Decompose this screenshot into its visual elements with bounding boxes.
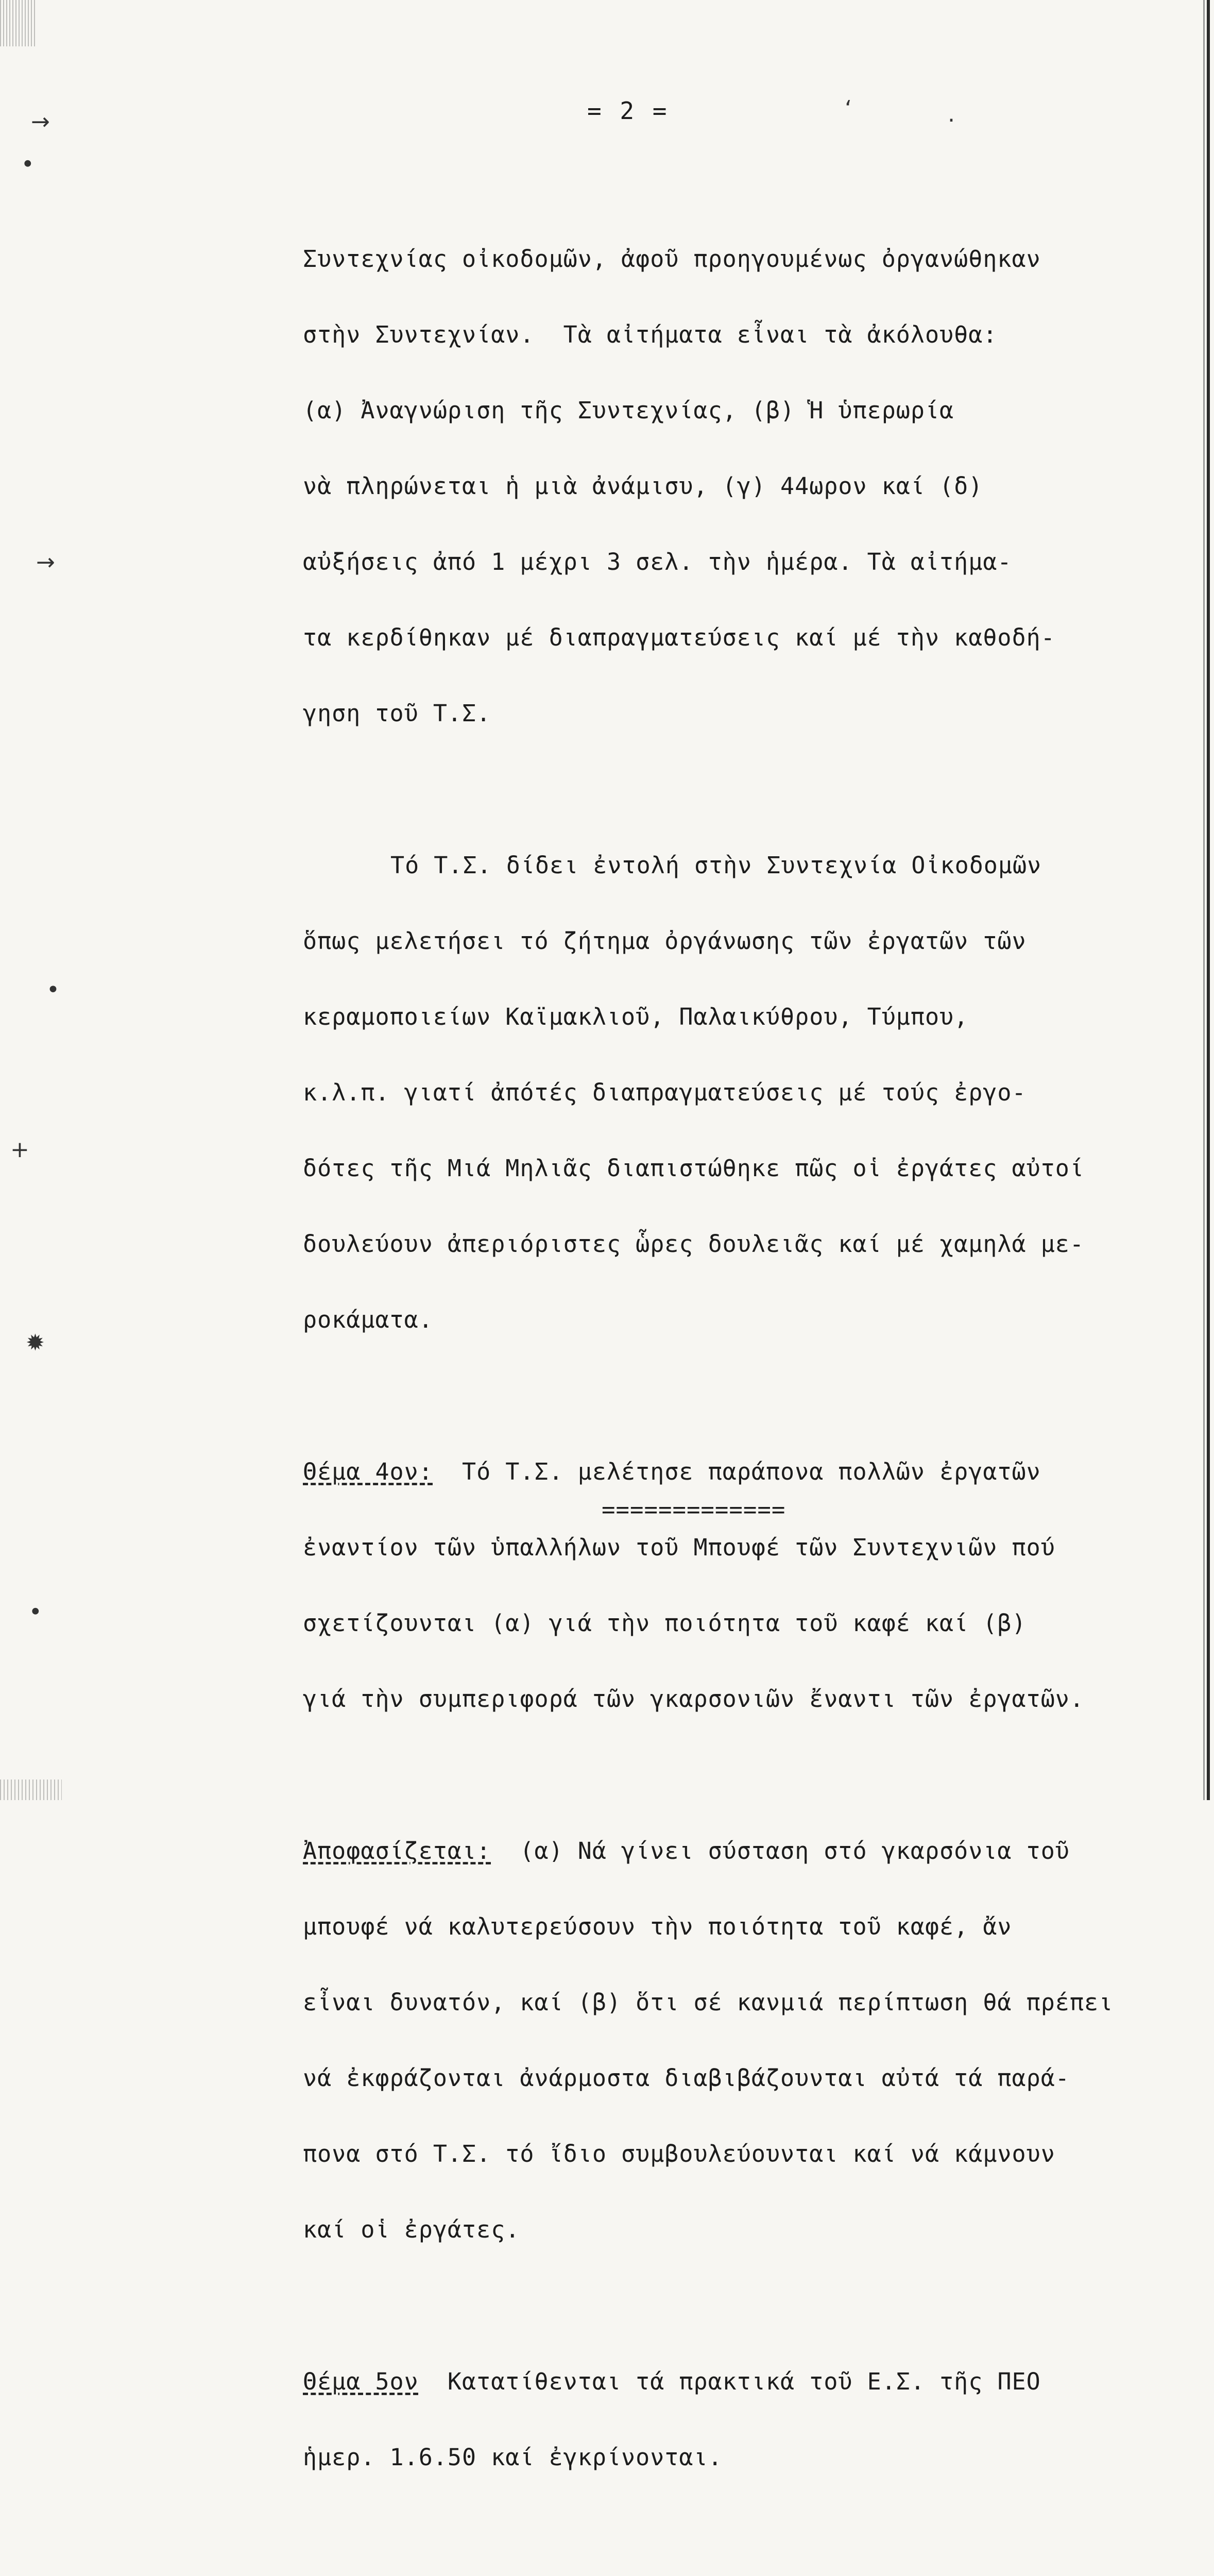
document-body: [303, 196, 1178, 2576]
end-divider: =============: [602, 1497, 786, 1523]
scan-mark: →: [31, 109, 50, 135]
text-line: στὴν Συντεχνίαν. Τὰ αἰτήματα εἶναι τὰ ἀκόλουθα:: [303, 321, 998, 348]
text-line: Τό Τ.Σ. δίδει ἐντολή στὴν Συντεχνία Οἰκοδομῶν: [390, 852, 1042, 879]
paragraph: [303, 2318, 1178, 2520]
text-line: δουλεύουν ἀπεριόριστες ὧρες δουλειᾶς καί μέ χαμηλά με-: [303, 1230, 1084, 1258]
text-line: καί οἱ ἐργάτες.: [303, 2216, 520, 2243]
scan-mark: .: [948, 101, 955, 127]
text-line: [303, 2369, 1178, 2394]
text-line: γιά τὴν συμπεριφορά τῶν γκαρσονιῶν ἔναντι τῶν ἐργατῶν.: [303, 1685, 1084, 1713]
text-run: Τό Τ.Σ. μελέτησε παράπονα πολλῶν ἐργατῶν: [433, 1458, 1041, 1485]
paragraph: [303, 802, 1178, 1383]
text-line: αὐξήσεις ἀπό 1 μέχρι 3 σελ. τὴν ἡμέρα. Τὰ αἰτήμα-: [303, 548, 1012, 575]
page-number: = 2 =: [587, 97, 669, 125]
scan-noise: [0, 1780, 62, 1800]
text-line: σχετίζουνται (α) γιά τὴν ποιότητα τοῦ καφέ καί (β): [303, 1609, 1027, 1637]
scan-mark: ∙: [21, 150, 35, 176]
text-line: Συντεχνίας οἰκοδομῶν, ἀφοῦ προηγουμένως ὀργανώθηκαν: [303, 245, 1041, 273]
text-line: πονα στό Τ.Σ. τό ἴδιο συμβουλεύουνται καί νά κάμνουν: [303, 2140, 1055, 2167]
text-line: κ.λ.π. γιατί ἀπότές διαπραγματεύσεις μέ τούς ἐργο-: [303, 1079, 1027, 1106]
text-run: Κατατίθενται τά πρακτικά τοῦ Ε.Σ. τῆς ΠΕΟ: [418, 2368, 1041, 2395]
scan-noise: [0, 0, 36, 46]
text-line: ἡμερ. 1.6.50 καί ἐγκρίνονται.: [303, 2444, 723, 2471]
section-heading: Θέμα 5ον: [303, 2368, 419, 2395]
page-edge: [1207, 0, 1210, 1800]
text-line: [303, 1838, 1178, 1863]
scan-mark: ‘: [845, 96, 852, 122]
text-line: νὰ πληρώνεται ἡ μιὰ ἀνάμισυ, (γ) 44ωρον καί (δ): [303, 472, 983, 500]
section-heading: Θέμα 4ον:: [303, 1458, 433, 1485]
text-line: εἶναι δυνατόν, καί (β) ὅτι σέ κανμιά περίπτωση θά πρέπει: [303, 1989, 1114, 2016]
paragraph: [303, 1409, 1178, 1762]
text-line: [303, 1459, 1178, 1484]
text-line: ἐναντίον τῶν ὑπαλλήλων τοῦ Μπουφέ τῶν Συντεχνιῶν πού: [303, 1534, 1055, 1561]
text-line: δότες τῆς Μιά Μηλιᾶς διαπιστώθηκε πῶς οἱ ἐργάτες αὐτοί: [303, 1155, 1084, 1182]
scan-mark: +: [10, 1137, 29, 1163]
paragraph: [303, 1788, 1178, 2293]
scan-mark: ✹: [26, 1330, 45, 1356]
paragraph: [303, 196, 1178, 776]
text-line: (α) Ἀναγνώριση τῆς Συντεχνίας, (β) Ἡ ὑπερωρία: [303, 397, 954, 424]
text-line: νά ἐκφράζονται ἀνάρμοστα διαβιβάζουνται αὐτά τά παρά-: [303, 2064, 1070, 2092]
text-line: ροκάματα.: [303, 1306, 433, 1333]
paragraph: [303, 2546, 1178, 2576]
section-heading: Ἀποφασίζεται:: [303, 1837, 491, 1865]
scan-mark: •: [46, 977, 60, 1003]
text-line: μπουφέ νά καλυτερεύσουν τὴν ποιότητα τοῦ καφέ, ἄν: [303, 1913, 1012, 1940]
text-line: κεραμοποιείων Καϊμακλιοῦ, Παλαικύθρου, Τύμπου,: [303, 1003, 969, 1030]
scan-mark: →: [36, 549, 55, 575]
page-edge: [1203, 0, 1205, 1800]
text-line: ὅπως μελετήσει τό ζήτημα ὀργάνωσης τῶν ἐργατῶν τῶν: [303, 927, 1027, 955]
scan-mark: ∙: [28, 1598, 43, 1624]
text-run: (α) Νά γίνει σύσταση στό γκαρσόνια τοῦ: [491, 1837, 1070, 1865]
text-line: τα κερδίθηκαν μέ διαπραγματεύσεις καί μέ τὴν καθοδή-: [303, 624, 1055, 651]
text-line: γηση τοῦ Τ.Σ.: [303, 700, 491, 727]
